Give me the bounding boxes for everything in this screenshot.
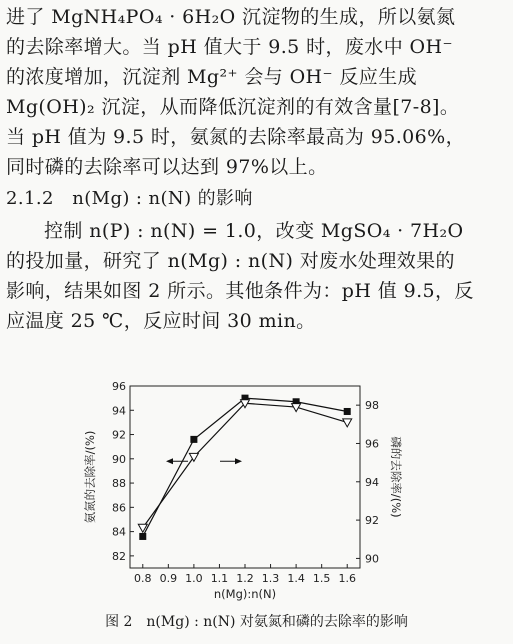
text-line: Mg(OH)₂ 沉淀，从而降低沉淀剂的有效含量[7-8]。 [6, 96, 460, 118]
x-tick-label: 1.4 [287, 572, 305, 585]
y-left-tick-label: 82 [112, 549, 126, 563]
y-right-tick-label: 92 [365, 514, 379, 528]
y-right-axis-label: 磷的去除率/(%) [389, 436, 403, 518]
y-right-tick-label: 98 [365, 399, 379, 413]
data-point-square [139, 533, 146, 540]
x-tick-label: 0.9 [159, 572, 178, 585]
x-tick-label: 1.0 [185, 572, 203, 585]
text-line: 进了 MgNH₄PO₄ · 6H₂O 沉淀物的生成，所以氨氮 [6, 6, 456, 28]
right-axis-arrow-head [235, 458, 242, 464]
x-tick-label: 1.1 [210, 572, 229, 585]
data-point-square [190, 436, 197, 443]
text-line: 应温度 25 ℃，反应时间 30 min。 [6, 310, 316, 332]
text-line: 同时磷的去除率可以达到 97%以上。 [6, 156, 328, 178]
text-line: 的浓度增加，沉淀剂 Mg²⁺ 会与 OH⁻ 反应生成 [6, 66, 417, 88]
y-left-tick-label: 90 [112, 452, 126, 466]
x-tick-label: 1.3 [261, 572, 280, 585]
y-left-tick-label: 84 [112, 525, 126, 539]
y-right-tick-label: 94 [365, 475, 379, 489]
x-axis-label: n(Mg):n(N) [213, 587, 277, 601]
y-right-tick-label: 90 [365, 552, 379, 566]
x-tick-label: 1.2 [236, 572, 254, 585]
figure-caption: 图 2 n(Mg) : n(N) 对氨氮和磷的去除率的影响 [105, 614, 408, 630]
text-line: 当 pH 值为 9.5 时，氨氮的去除率最高为 95.06%， [6, 126, 465, 148]
y-left-tick-label: 94 [112, 404, 126, 418]
x-tick-label: 1.5 [312, 572, 331, 585]
x-tick-label: 0.8 [134, 572, 152, 585]
section-heading: 2.1.2 n(Mg) : n(N) 的影响 [6, 188, 253, 209]
text-line: 的投加量，研究了 n(Mg) : n(N) 对废水处理效果的 [6, 250, 455, 272]
y-left-tick-label: 92 [112, 428, 126, 442]
series-line-1 [143, 398, 347, 536]
y-left-tick-label: 86 [112, 501, 126, 515]
data-point-triangle [189, 453, 198, 461]
text-line: 影响，结果如图 2 所示。其他条件为：pH 值 9.5，反 [6, 280, 474, 302]
removal-rate-chart [70, 376, 440, 608]
data-point-triangle [343, 419, 352, 427]
series-line-2 [143, 403, 347, 528]
y-left-tick-label: 88 [112, 477, 126, 491]
text-line: 的去除率增大。当 pH 值大于 9.5 时，废水中 OH⁻ [6, 36, 453, 58]
left-axis-arrow-head [166, 458, 173, 464]
plot-frame [130, 386, 360, 568]
y-right-tick-label: 96 [365, 437, 379, 451]
text-line: 控制 n(P) : n(N) = 1.0，改变 MgSO₄ · 7H₂O [44, 220, 464, 242]
data-point-square [344, 408, 351, 415]
x-tick-label: 1.6 [338, 572, 356, 585]
y-left-axis-label: 氨氮的去除率/(%) [83, 430, 97, 524]
y-left-tick-label: 96 [112, 380, 126, 393]
